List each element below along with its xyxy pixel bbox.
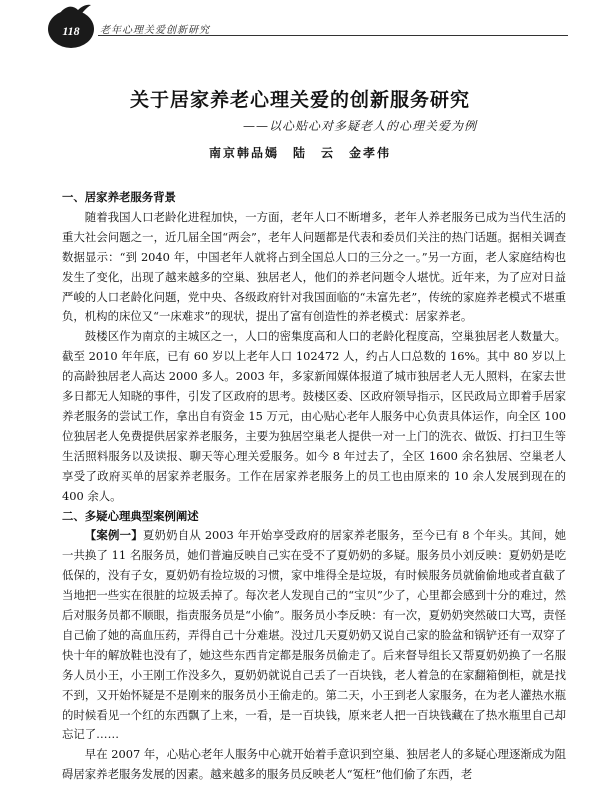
running-header: 老年心理关爱创新研究 <box>100 25 210 36</box>
page-number: 118 <box>62 24 80 38</box>
section-heading-cases: 二、多疑心理典型案例阐述 <box>62 508 199 523</box>
header-divider <box>98 35 568 36</box>
article-subtitle: ——以心贴心对多疑老人的心理关爱为例 <box>242 119 477 133</box>
article-body <box>62 188 566 785</box>
article-title: 关于居家养老心理关爱的创新服务研究 <box>129 89 470 111</box>
case-label: 【案例一】 <box>84 528 143 543</box>
case-text: 夏奶奶自从 2003 年开始享受政府的居家养老服务，至今已有 8 个年头。其间，她一共换了 11 名服务员，她们普遍反映自己实在受不了夏奶奶的多疑。服务员小刘反映：夏奶奶是吃低保的，没有子女，夏奶奶有捡垃圾的习惯，家中堆得全是垃圾，有时候服务员就偷偷地或者直截了当地把一些实在很脏的垃圾丢掉了。每次老人发现自己的“宝贝”少了，心里都会感到十分的难过，然后对服务员都不顺眼，指责服务员是“小偷”。服务员小李反映：有一次，夏奶奶突然破口大骂，责怪自己偷了她的高血压药，弄得自己十分难堪。没过几天夏奶奶又说自己家的脸盆和锅铲还有一双穿了快十年的解放鞋也没有了，她这些东西肯定都是服务员偷走了。后来督导组长又帮夏奶奶换了一名服务人员小王，小王刚工作没多久，夏奶奶就说自己丢了一百块钱，老人着急的在家翻箱倒柜，就是找不到，又开始怀疑是不是刚来的服务员小王偷走的。第二天，小王到老人家服务，在为老人灌热水瓶的时候看见一个红的东西飘了上来，一看，是一百块钱，原来老人把一百块钱藏在了热水瓶里自己却忘记了…… <box>62 528 566 742</box>
case-paragraph <box>62 526 566 745</box>
page-number-badge <box>48 10 94 48</box>
paragraph: 随着我国人口老龄化进程加快，一方面，老年人口不断增多，老年人养老服务已成为当代生活的重大社会问题之一，近几届全国“两会”，老年人问题都是代表和委员们关注的热门话题。据相关调查数据显示：“到 2040 年，中国老年人就将占到全国总人口的三分之一。”另一方面，老人家庭结构也发生了变化，出现了越来越多的空巢、独居老人，他们的养老问题令人堪忧。近年来，为了应对日益严峻的人口老龄化问题，党中央、各级政府针对我国面临的“未富先老”，传统的家庭养老模式不堪重负，机构的床位又“一床难求”的现状，提出了富有创造性的养老模式：居家养老。 <box>62 209 566 324</box>
page-header <box>0 0 600 52</box>
article-authors: 南京韩品嫣 陆 云 金孝伟 <box>208 146 391 160</box>
paragraph: 鼓楼区作为南京的主城区之一，人口的密集度高和人口的老龄化程度高，空巢独居老人数量大。截至 2010 年年底，已有 60 岁以上老年人口 102472 人，约占人口总数的 16%。其中 80 岁以上的高龄独居老人高达 2000 多人。2003 年，多家新闻媒体报道了城市独居老人无人照料，在家去世多日都无人知晓的事件，引发了区政府的思考。鼓楼区委、区政府领导指示，区民政局立即着手居家养老服务的尝试工作，拿出自有资金 15 万元，由心贴心老年人服务中心负责具体运作，向全区 100 位独居老人免费提供居家养老服务，主要为独居空巢老人提供一对一上门的洗衣、做饭、打扫卫生等生活照料服务以及读报、聊天等心理关爱服务。如今 8 年过去了，全区 1600 余名独居、空巢老人享受了政府买单的居家养老服务。工作在居家养老服务上的员工也由原来的 10 余人发展到现在的 400 余人。 <box>62 329 566 503</box>
paragraph: 早在 2007 年，心贴心老年人服务中心就开始着手意识到空巢、独居老人的多疑心理逐渐成为阻碍居家养老服务发展的因素。越来越多的服务员反映老人“冤枉”他们偷了东西，老 <box>62 747 566 782</box>
section-heading-background: 一、居家养老服务背景 <box>62 190 176 204</box>
